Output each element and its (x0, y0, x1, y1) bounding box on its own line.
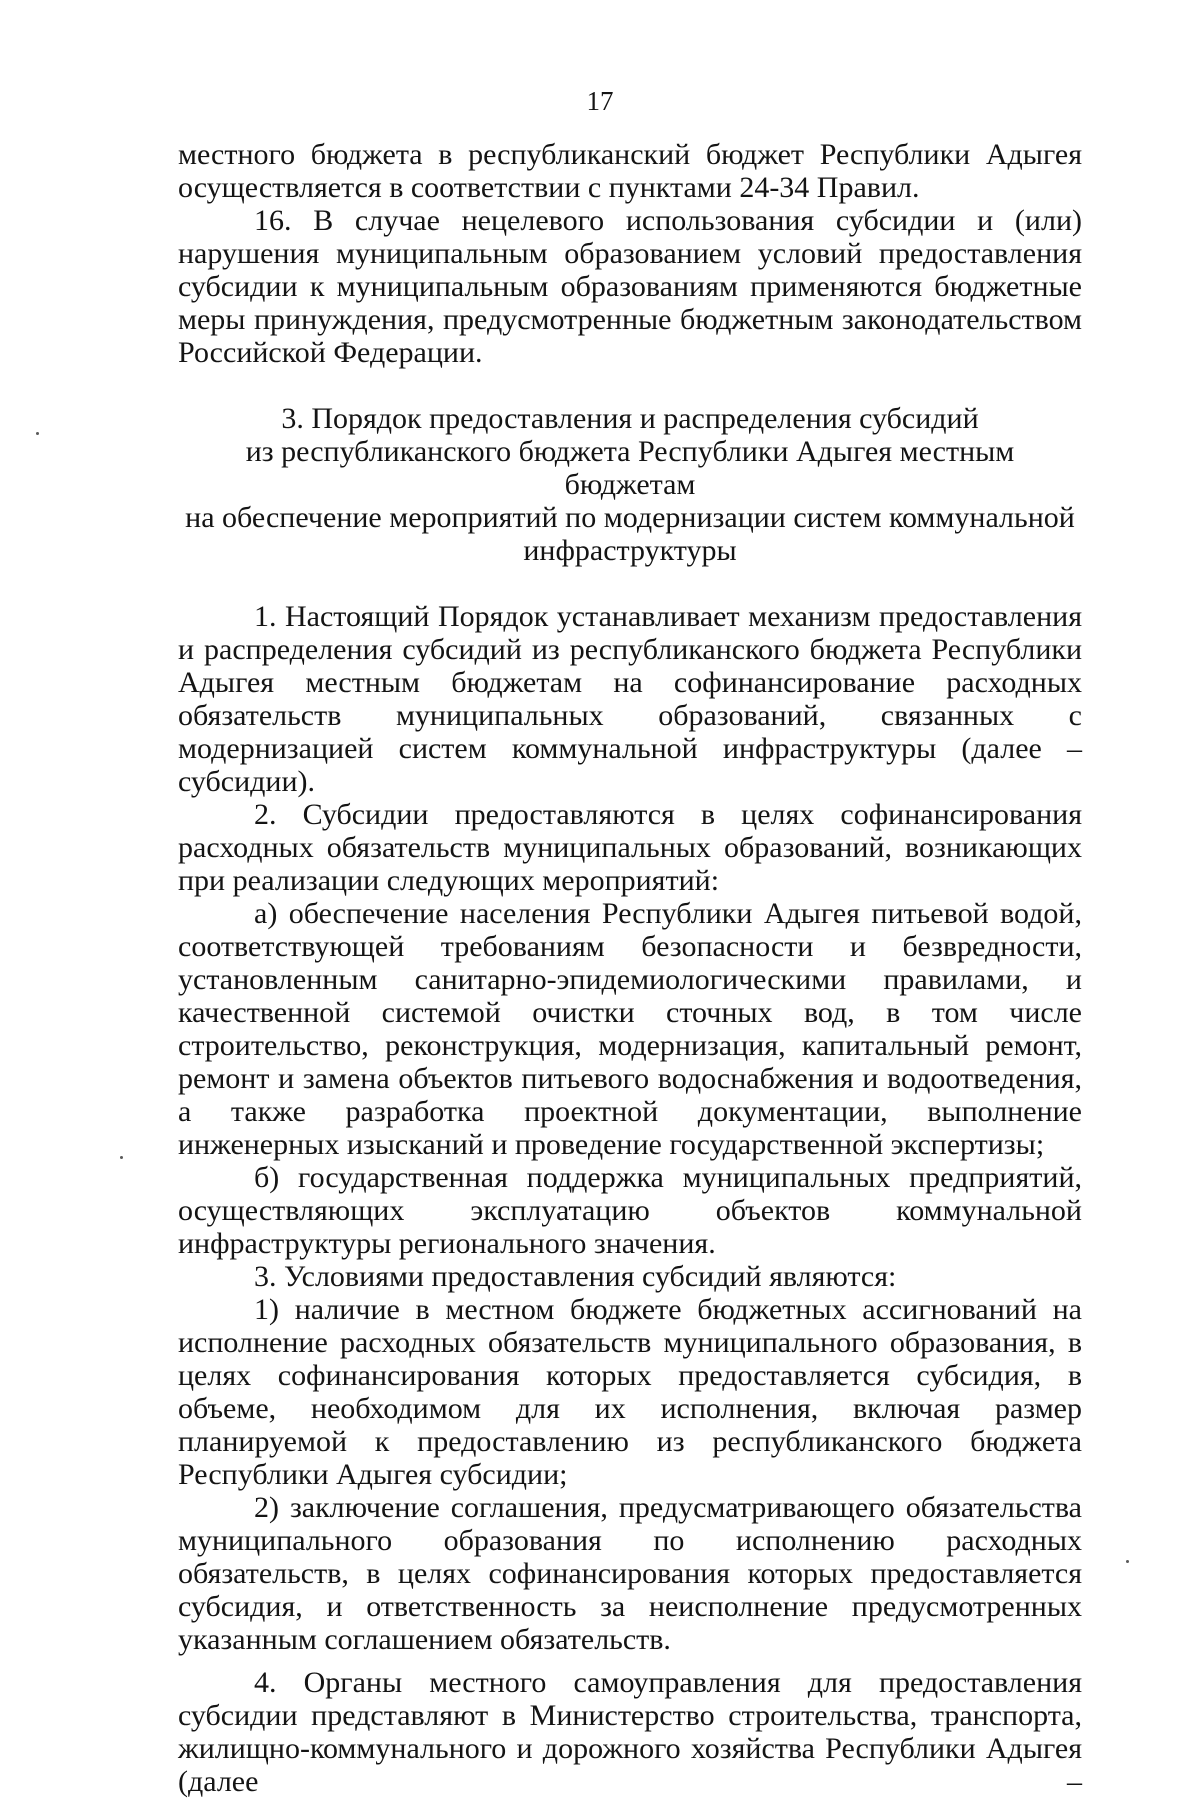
paragraph-continuation: местного бюджета в республиканский бюджет Республики Адыгея осуществляется в соответствии с пунктами 24-34 Правил. (178, 138, 1082, 204)
heading-line: на обеспечение мероприятий по модернизации систем коммунальной (185, 501, 1075, 534)
document-body (178, 138, 1082, 1798)
paragraph-3: 3. Условиями предоставления субсидий являются: (254, 1260, 897, 1293)
scan-speck (36, 432, 39, 435)
page-number: 17 (586, 86, 614, 116)
scan-speck (1126, 1560, 1129, 1563)
paragraph-2a: а) обеспечение населения Республики Адыгея питьевой водой, соответствующей требованиям безопасности и безвредности, установленным санитарно-эпидемиологическими правилами, и качественной системой очистки сточных вод, в том числе строительство, реконструкция, модернизация, капитальный ремонт, ремонт и замена объектов питьевого водоснабжения и водоотведения, а также разработка проектной документации, выполнение инженерных изысканий и проведение государственной экспертизы; (178, 897, 1082, 1161)
paragraph-3-2: 2) заключение соглашения, предусматривающего обязательства муниципального образования по исполнению расходных обязательств, в целях софинансирования которых предоставляется субсидия, и ответственность за неисполнение предусмотренных указанным соглашением обязательств. (178, 1491, 1082, 1656)
paragraph-16: 16. В случае нецелевого использования субсидии и (или) нарушения муниципальным образованием условий предоставления субсидии к муниципальным образованиям применяются бюджетные меры принуждения, предусмотренные бюджетным законодательством Российской Федерации. (178, 204, 1082, 369)
paragraph-2: 2. Субсидии предоставляются в целях софинансирования расходных обязательств муниципальных образований, возникающих при реализации следующих мероприятий: (178, 798, 1082, 897)
heading-line: инфраструктуры (523, 534, 737, 567)
paragraph-4: 4. Органы местного самоуправления для предоставления субсидии представляют в Министерство строительства, транспорта, жилищно-коммунального и дорожного хозяйства Республики Адыгея (далее – (178, 1666, 1082, 1798)
section-heading (178, 402, 1082, 567)
heading-line: из республиканского бюджета Республики Адыгея местным бюджетам (245, 435, 1015, 501)
paragraph-3-1: 1) наличие в местном бюджете бюджетных ассигнований на исполнение расходных обязательств муниципального образования, в целях софинансирования которых предоставляется субсидия, в объеме, необходимом для их исполнения, включая размер планируемой к предоставлению из республиканского бюджета Республики Адыгея субсидии; (178, 1293, 1082, 1491)
scan-speck (120, 1156, 123, 1159)
paragraph-2b: б) государственная поддержка муниципальных предприятий, осуществляющих эксплуатацию объектов коммунальной инфраструктуры регионального значения. (178, 1161, 1082, 1260)
paragraph-1: 1. Настоящий Порядок устанавливает механизм предоставления и распределения субсидий из республиканского бюджета Республики Адыгея местным бюджетам на софинансирование расходных обязательств муниципальных образований, связанных с модернизацией систем коммунальной инфраструктуры (далее – субсидии). (178, 600, 1082, 798)
heading-line: 3. Порядок предоставления и распределения субсидий (281, 402, 979, 435)
